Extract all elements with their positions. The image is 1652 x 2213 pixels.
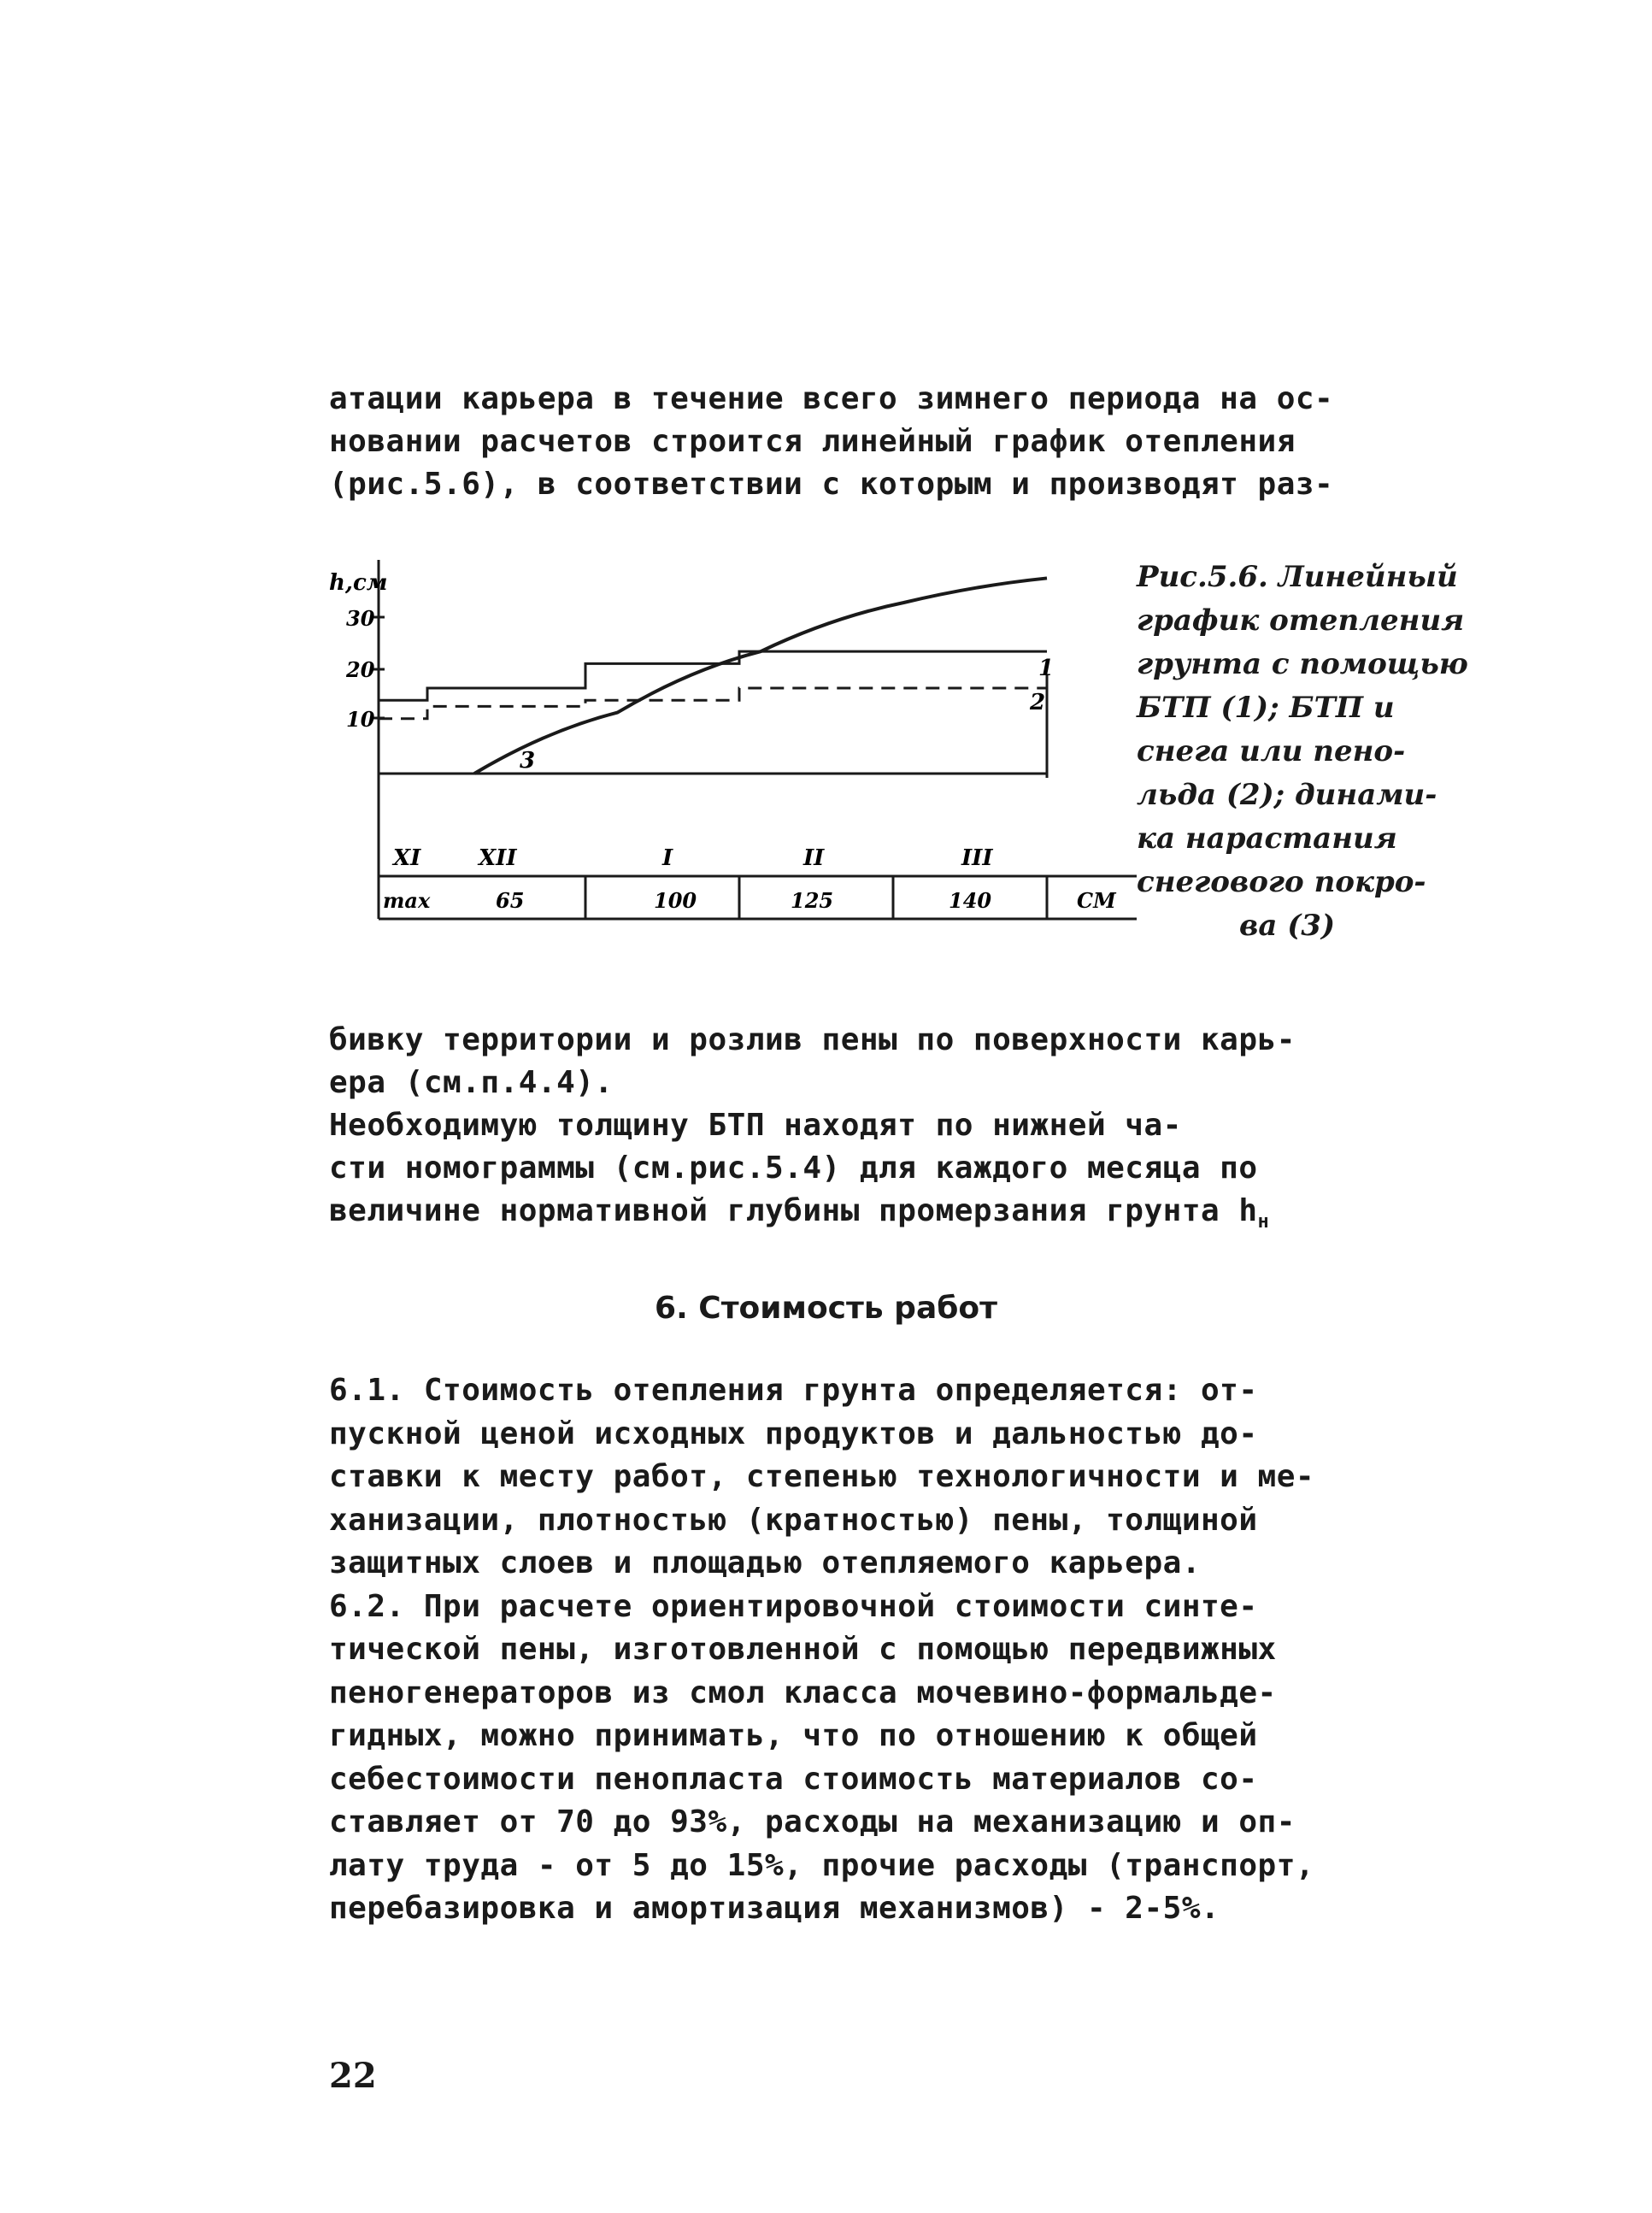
snow-row-cell: СМ xyxy=(1077,888,1116,913)
month-label: XII xyxy=(479,845,517,871)
text-line: (рис.5.6), в соответствии с которым и производят раз- xyxy=(329,467,1334,502)
caption-line: Рис.5.6. Линейный xyxy=(1137,560,1458,594)
text-line: себестоимости пенопласта стоимость материалов со- xyxy=(329,1761,1258,1797)
text-line: ставляет от 70 до 93%, расходы на механизацию и оп- xyxy=(329,1804,1296,1839)
series-label-2: 2 xyxy=(1030,690,1046,715)
series-line-1 xyxy=(379,651,1047,700)
series-line-2 xyxy=(379,688,1047,719)
caption-line: льда (2); динами- xyxy=(1137,778,1437,812)
y-tick-label: 10 xyxy=(346,707,375,732)
caption-line: снегового покро- xyxy=(1137,865,1426,899)
text-line: ханизации, плотностью (кратностью) пены, толщиной xyxy=(329,1502,1258,1538)
text-line: Необходимую толщину БТП находят по нижней ча- xyxy=(329,1108,1182,1143)
caption-line: график отепления xyxy=(1137,603,1465,638)
month-label: II xyxy=(803,845,825,871)
series-label-3: 3 xyxy=(520,748,536,774)
text-line: ставки к месту работ, степенью технологичности и ме- xyxy=(329,1459,1315,1494)
text-line: защитных слоев и площадью отепляемого карьера. xyxy=(329,1545,1201,1580)
snow-row-cell: 140 xyxy=(949,888,992,913)
text-line-content: величине нормативной глубины промерзания грунта h xyxy=(329,1193,1258,1228)
caption-line: БТП (1); БТП и xyxy=(1137,691,1395,725)
text-line: 6.1. Стоимость отепления грунта определяется: от- xyxy=(329,1373,1258,1408)
section-heading: 6. Стоимость работ xyxy=(655,1291,997,1326)
text-line: гидных, можно принимать, что по отношению к общей xyxy=(329,1718,1258,1753)
month-label: III xyxy=(961,845,993,871)
text-line: лату труда - от 5 до 15%, прочие расходы (транспорт, xyxy=(329,1847,1315,1883)
y-axis-label: h,см xyxy=(329,570,388,596)
text-line: перебазировка и амортизация механизмов) - 2-5%. xyxy=(329,1891,1220,1926)
y-tick-label: 20 xyxy=(346,657,375,682)
text-line: новании расчетов строится линейный график отепления xyxy=(329,424,1296,459)
text-line: тической пены, изготовленной с помощью передвижных xyxy=(329,1632,1277,1667)
text-line: бивку территории и розлив пены по поверхности карь- xyxy=(329,1022,1296,1057)
caption-line: ка нарастания xyxy=(1137,821,1397,856)
month-label: I xyxy=(662,845,673,871)
series-label-1: 1 xyxy=(1038,656,1055,681)
text-line: 6.2. При расчете ориентировочной стоимости синте- xyxy=(329,1588,1258,1624)
snow-row-cell: 125 xyxy=(791,888,834,913)
y-tick-label: 30 xyxy=(346,606,375,631)
snow-row-cell: 65 xyxy=(496,888,525,913)
text-line: сти номограммы (см.рис.5.4) для каждого месяца по xyxy=(329,1151,1258,1186)
snow-row-cell: 100 xyxy=(654,888,697,913)
caption-line: снега или пено- xyxy=(1137,734,1406,768)
text-line: атации карьера в течение всего зимнего периода на ос- xyxy=(329,381,1334,416)
page-number: 22 xyxy=(329,2056,377,2096)
text-line: пеногенераторов из смол класса мочевино-формальде- xyxy=(329,1674,1277,1710)
series-line-3 xyxy=(474,578,1047,774)
h-subscript: н xyxy=(1257,1211,1270,1233)
caption-line: грунта с помощью xyxy=(1137,647,1468,681)
snow-row-cell: max xyxy=(383,888,431,913)
caption-line: ва (3) xyxy=(1239,909,1336,943)
month-label: XI xyxy=(393,845,421,871)
figure-caption xyxy=(1137,556,1487,948)
text-line: ера (см.п.4.4). xyxy=(329,1065,614,1100)
text-line: пускной ценой исходных продуктов и дальностью до- xyxy=(329,1415,1258,1451)
text-line xyxy=(329,1192,1432,1234)
